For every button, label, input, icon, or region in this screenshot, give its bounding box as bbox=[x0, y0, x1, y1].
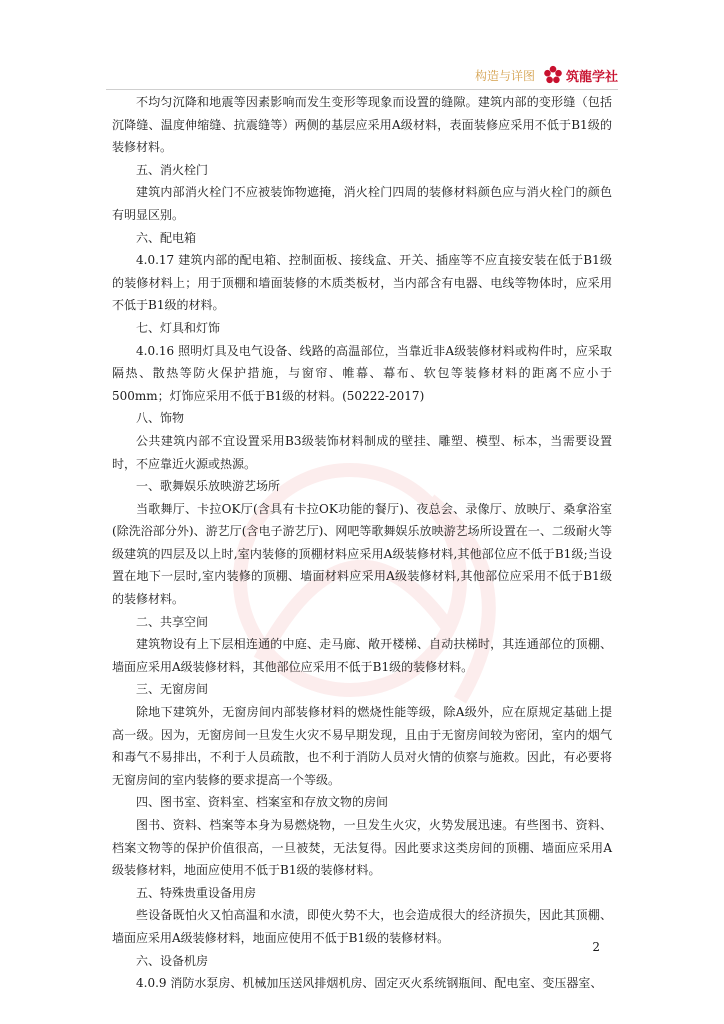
section-heading: 三、无窗房间 bbox=[136, 682, 209, 697]
body-paragraph: 些设备既怕火又怕高温和水渍，即使火势不大，也会造成很大的经济损失，因此其顶棚、墙面应采用A级装修材料，地面应使用不低于B1级的装修材料。 bbox=[112, 908, 612, 945]
brand-name: 筑龍学社 bbox=[565, 69, 618, 85]
body-paragraph: 公共建筑内部不宜设置采用B3级装饰材料制成的壁挂、雕塑、模型、标本，当需要设置时，不应靠近火源或热源。 bbox=[112, 433, 612, 471]
body-paragraph: 不均匀沉降和地震等因素影响而发生变形等现象而设置的缝隙。建筑内部的变形缝（包括沉降缝、温度伸缩缝、抗震缝等）两侧的基层应采用A级材料，表面装修应采用不低于B1级的装修材料。 bbox=[112, 95, 612, 155]
body-paragraph: 当歌舞厅、卡拉OK厅(含具有卡拉OK功能的餐厅)、夜总会、录像厅、放映厅、桑拿浴室(除洗浴部分外)、游艺厅(含电子游艺厅)、网吧等歌舞娱乐放映游艺场所设置在一、二级耐火等级建筑的四层及以上时,室内装修的顶棚材料应采用A级装修材料,其他部位应不低于B1级;当设置在地下一层时,室内装修的顶棚、墙面材料应采用A级装修材料,其他部位应采用不低于B1级的装修材料。 bbox=[112, 501, 612, 607]
section-heading: 二、共享空间 bbox=[136, 614, 209, 629]
section-heading: 六、设备机房 bbox=[136, 953, 209, 968]
flower-logo-icon bbox=[543, 65, 563, 85]
body-paragraph: 除地下建筑外，无窗房间内部装修材料的燃烧性能等级，除A级外，应在原规定基础上提高一级。因为，无窗房间一旦发生火灾不易早期发现，且由于无窗房间较为密闭，室内的烟气和毒气不易排出，不利于人员疏散，也不利于消防人员对火情的侦察与施救。因此，有必要将无窗房间的室内装修的要求提高一个等级。 bbox=[112, 705, 612, 787]
body-paragraph: 建筑物设有上下层相连通的中庭、走马廊、敞开楼梯、自动扶梯时，其连通部位的顶棚、墙面应采用A级装修材料，其他部位应采用不低于B1级的装修材料。 bbox=[112, 637, 612, 674]
page-header bbox=[475, 62, 618, 88]
body-paragraph: 图书、资料、档案等本身为易燃烧物，一旦发生火灾，火势发展迅速。有些图书、资料、档案文物等的保护价值很高，一旦被焚，无法复得。因此要求这类房间的顶棚、墙面应采用A级装修材料，地面应使用不低于B1级的装修材料。 bbox=[112, 818, 612, 878]
section-heading: 一、歌舞娱乐放映游艺场所 bbox=[136, 479, 281, 494]
brand-logo bbox=[543, 65, 618, 85]
header-section-title: 构造与详图 bbox=[474, 68, 535, 83]
body-paragraph: 4.0.17 建筑内部的配电箱、控制面板、接线盒、开关、插座等不应直接安装在低于B1级的装修材料上；用于顶棚和墙面装修的木质类板材，当内部含有电器、电线等物体时，应采用不低于B1级的材料。 bbox=[112, 253, 612, 313]
section-heading: 五、消火栓门 bbox=[136, 162, 209, 177]
section-heading: 六、配电箱 bbox=[136, 230, 197, 245]
document-body bbox=[112, 91, 612, 995]
section-heading: 八、饰物 bbox=[136, 411, 185, 426]
section-heading: 五、特殊贵重设备用房 bbox=[136, 885, 257, 900]
section-heading: 七、灯具和灯饰 bbox=[136, 320, 221, 335]
body-paragraph: 4.0.16 照明灯具及电气设备、线路的高温部位，当靠近非A级装修材料或构件时，应采取隔热、散热等防火保护措施，与窗帘、帷幕、幕布、软包等装修材料的距离不应小于500mm；灯饰应采用不低于B1级的材料。(50222-2017) bbox=[112, 343, 612, 403]
header-divider bbox=[106, 89, 618, 90]
body-paragraph: 4.0.9 消防水泵房、机械加压送风排烟机房、固定灭火系统钢瓶间、配电室、变压器室、 bbox=[136, 976, 603, 991]
page-number: 2 bbox=[592, 940, 600, 954]
section-heading: 四、图书室、资料室、档案室和存放文物的房间 bbox=[136, 795, 389, 810]
body-paragraph: 建筑内部消火栓门不应被装饰物遮掩，消火栓门四周的装修材料颜色应与消火栓门的颜色有明显区别。 bbox=[112, 185, 612, 222]
